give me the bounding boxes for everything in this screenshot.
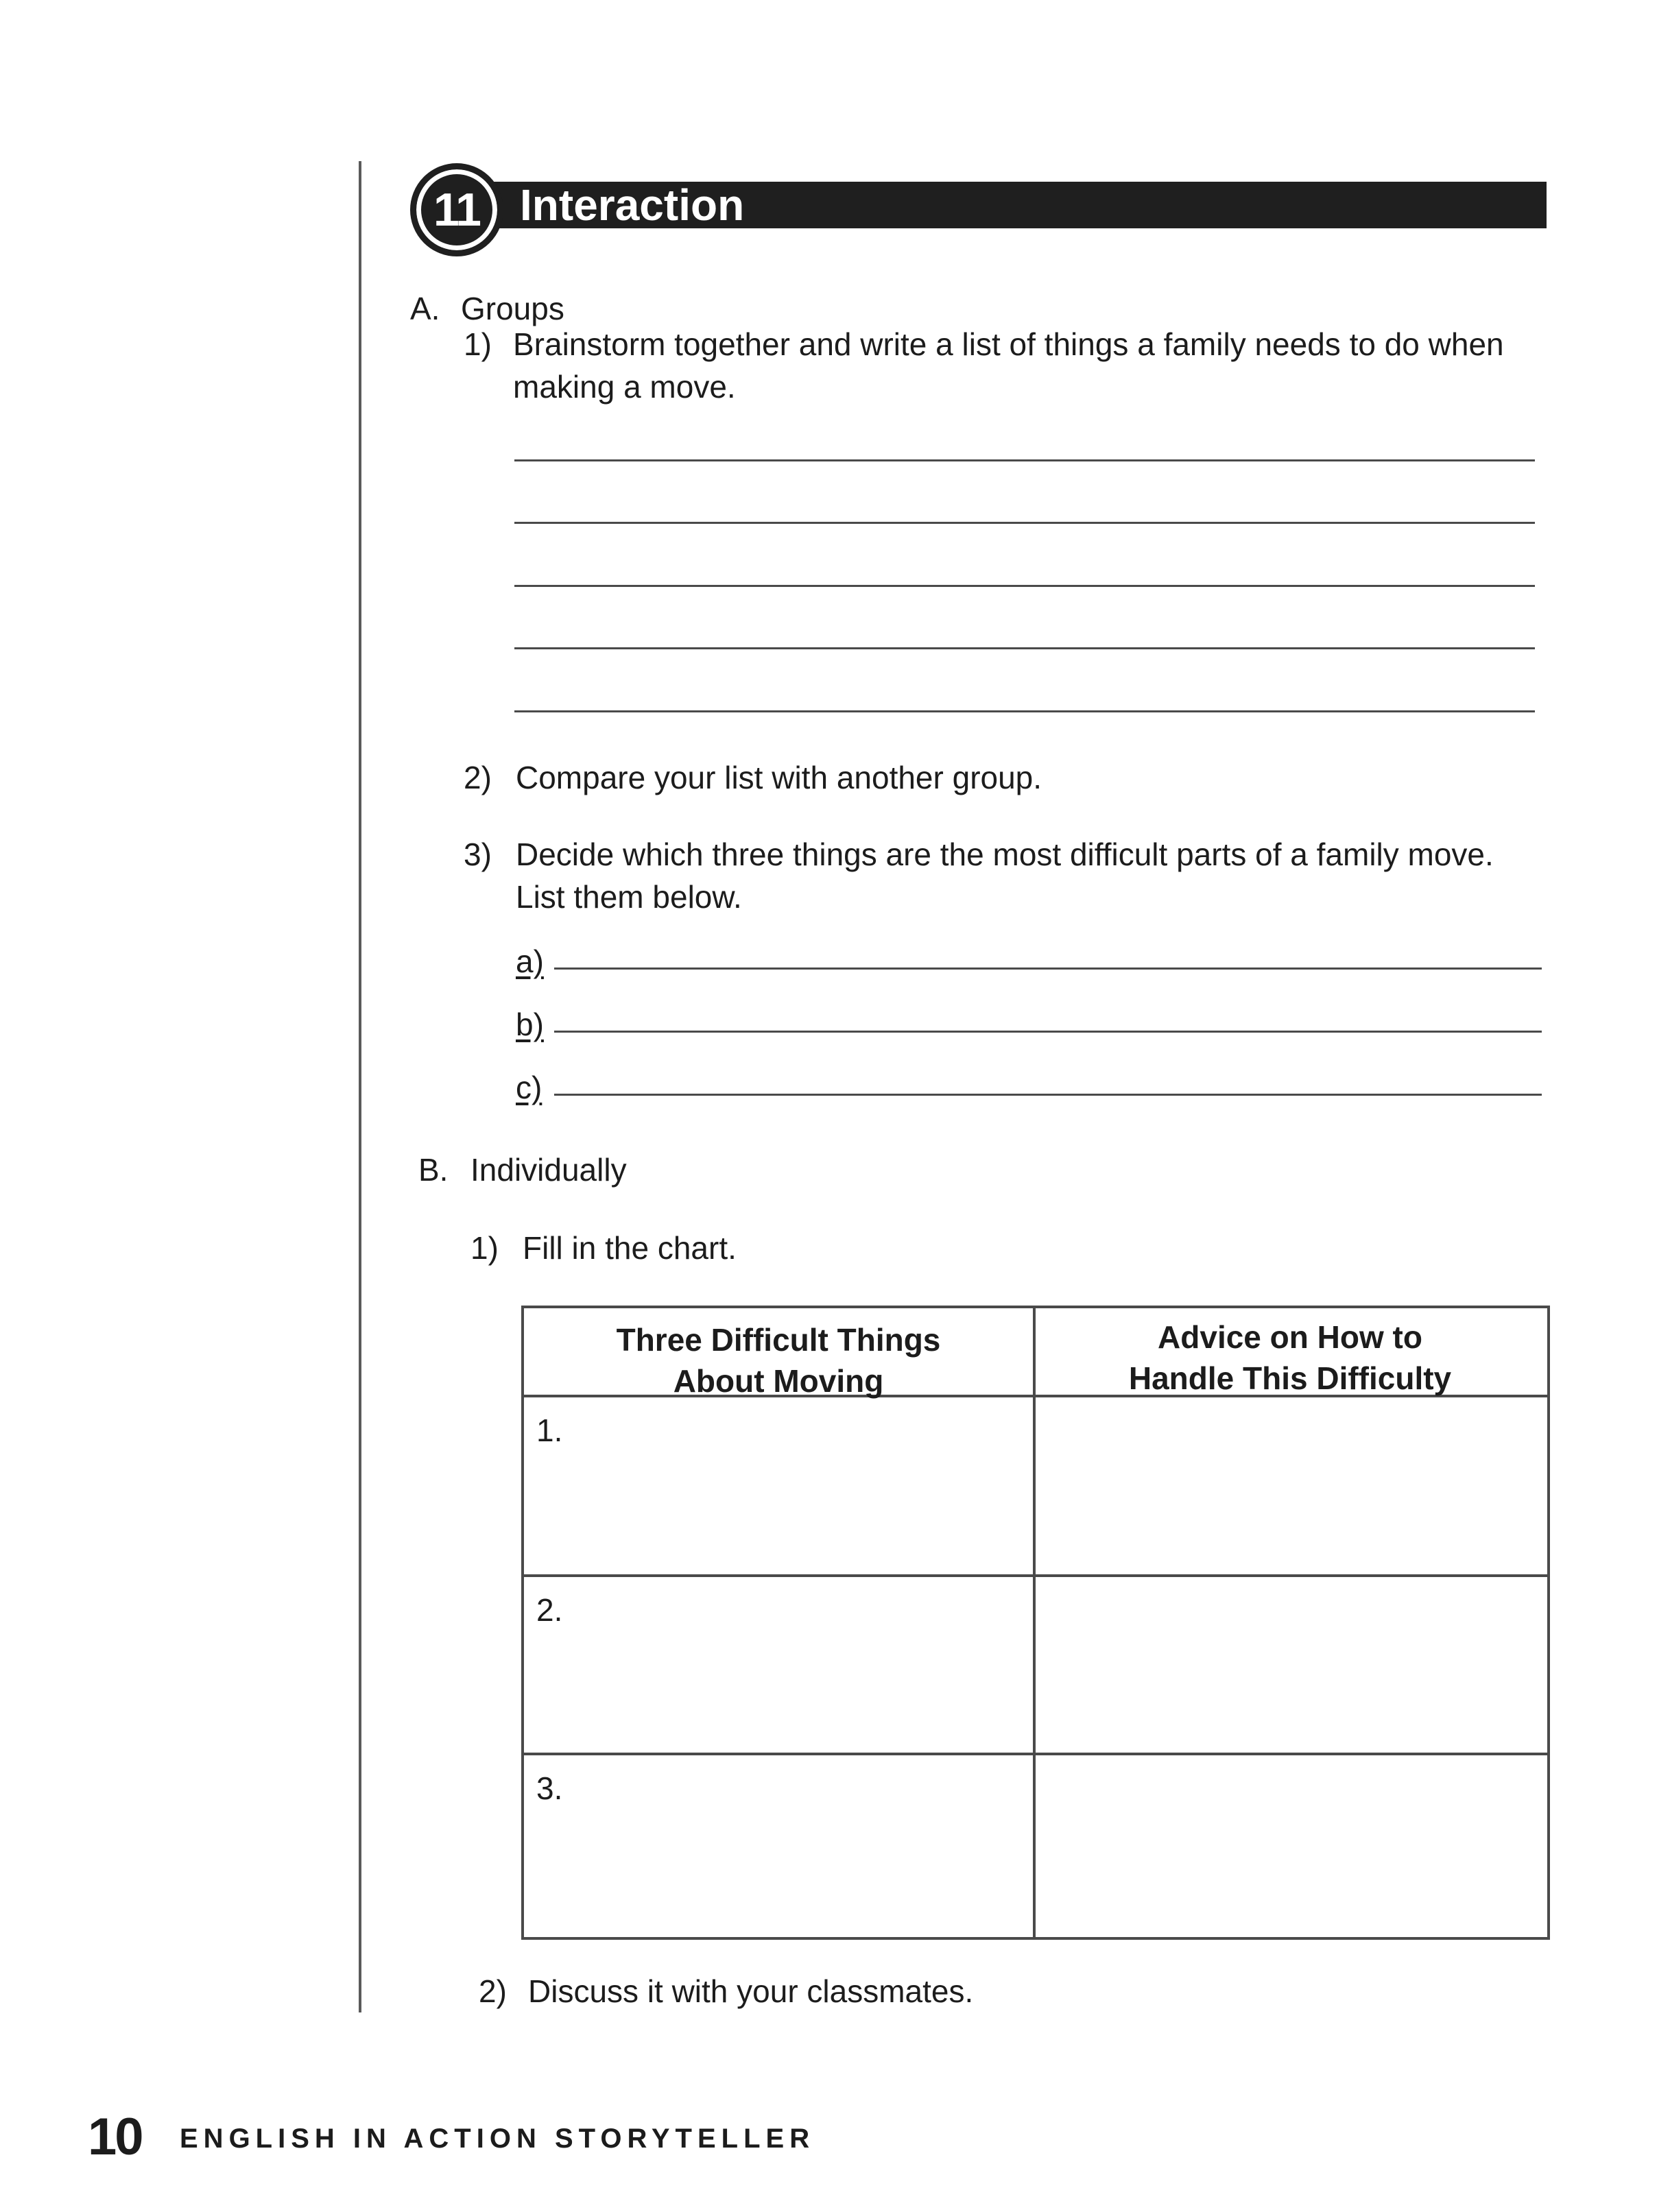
part-a-step1-text-line2: making a move. [513, 369, 736, 405]
chart-column-header-advice [1036, 1317, 1544, 1399]
part-b-step1-number: 1) [470, 1230, 499, 1266]
part-b-step2-text: Discuss it with your classmates. [528, 1973, 974, 2009]
part-a-step3-text-line2: List them below. [516, 879, 742, 915]
part-a-step1-text-line1: Brainstorm together and write a list of things a family needs to do when [513, 326, 1504, 362]
margin-rule [359, 161, 361, 2012]
chart-row-divider-2 [524, 1753, 1547, 1755]
part-a-step1-number: 1) [464, 326, 492, 362]
chart-column-header-2-line2: Handle This Difficulty [1128, 1360, 1452, 1396]
chart-column-header-1-line2: About Moving [673, 1363, 884, 1399]
chart-row-number-3: 3. [536, 1770, 563, 1806]
part-b-step1-text: Fill in the chart. [523, 1230, 737, 1266]
writing-line-5[interactable] [514, 710, 1535, 712]
answer-line-b[interactable] [554, 1031, 1542, 1033]
chart-row-divider-1 [524, 1574, 1547, 1577]
chart-row-number-1: 1. [536, 1412, 563, 1448]
answer-label-a: a) [516, 943, 544, 979]
writing-line-4[interactable] [514, 647, 1535, 649]
part-b-label: B. [418, 1152, 449, 1188]
chart-column-header-difficult-things [524, 1319, 1033, 1402]
part-a-step2-text: Compare your list with another group. [516, 760, 1042, 795]
chart-column-divider [1033, 1308, 1036, 1937]
page-number: 10 [88, 2108, 142, 2166]
section-number: 11 [433, 184, 480, 236]
difficulty-chart [521, 1306, 1550, 1940]
answer-line-c[interactable] [554, 1094, 1542, 1096]
book-title: ENGLISH IN ACTION STORYTELLER [180, 2124, 815, 2154]
part-b-heading: Individually [470, 1152, 627, 1188]
chart-column-header-2-line1: Advice on How to [1158, 1319, 1422, 1355]
part-a-step2-number: 2) [464, 760, 492, 795]
part-a-step3-text-line1: Decide which three things are the most difficult parts of a family move. [516, 837, 1494, 872]
part-a-label: A. [410, 291, 440, 326]
chart-column-header-1-line1: Three Difficult Things [616, 1322, 941, 1358]
part-b-step2-number: 2) [479, 1973, 507, 2009]
answer-label-c: c) [516, 1070, 542, 1105]
part-a-heading: Groups [461, 291, 564, 326]
writing-line-3[interactable] [514, 585, 1535, 587]
answer-label-b: b) [516, 1007, 544, 1042]
writing-line-2[interactable] [514, 522, 1535, 524]
writing-line-1[interactable] [514, 459, 1535, 461]
answer-line-a[interactable] [554, 967, 1542, 970]
part-a-step3-number: 3) [464, 837, 492, 872]
chart-row-number-2: 2. [536, 1592, 563, 1628]
section-number-badge [410, 163, 503, 256]
section-title: Interaction [520, 180, 745, 230]
